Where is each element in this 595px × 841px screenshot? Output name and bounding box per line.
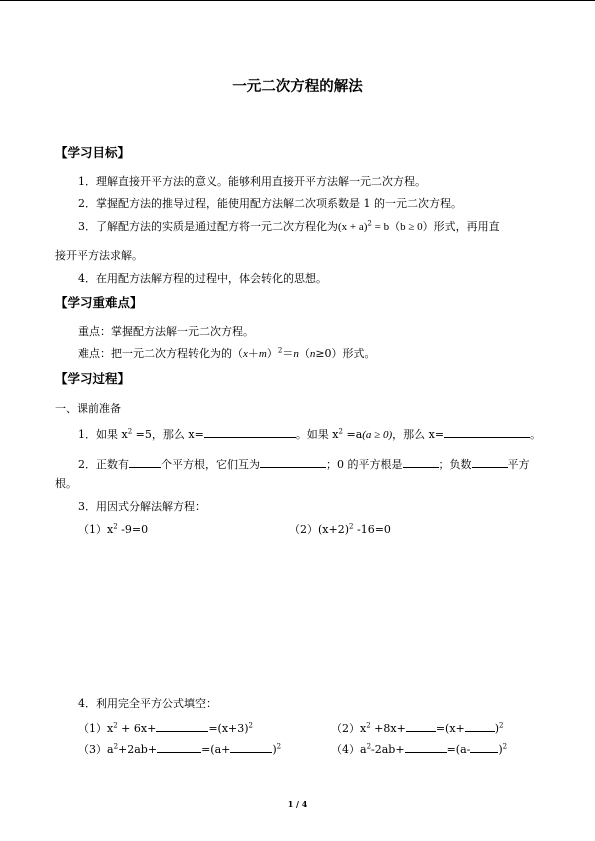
difficult-point	[78, 347, 376, 361]
q4-1-text-c: =(x+3)	[208, 722, 249, 735]
goal-3-exponent: 2	[367, 219, 372, 228]
q1-blank-2[interactable]	[444, 426, 530, 438]
section-heading-focus: 【学习重难点】	[55, 295, 143, 310]
q1-text-a: 1．如果 x	[78, 428, 128, 441]
document-title: 一元二次方程的解法	[232, 78, 363, 95]
q4-2-text-a: （2）x	[331, 722, 367, 735]
q2-blank-4[interactable]	[472, 456, 508, 468]
q4-4-text-c: =(a-	[446, 743, 471, 756]
q1-condition: (a ≥ 0)	[362, 429, 393, 441]
q4-3-text-a: （3）a	[78, 743, 114, 756]
difficult-var-n-2: n	[309, 348, 316, 360]
question-1	[78, 426, 541, 442]
q2-blank-2[interactable]	[260, 456, 326, 468]
difficult-equals: ＝	[282, 347, 294, 360]
q3-2-text-a: （2）(x+2)	[289, 523, 350, 536]
goal-4: 4．在用配方法解方程的过程中，体会转化的思想。	[78, 272, 327, 285]
question-4-part-1	[78, 720, 253, 736]
q3-2-exponent: 2	[349, 522, 354, 531]
q1-text-e: ，那么 x=	[392, 428, 445, 441]
q4-2-blank-2[interactable]	[465, 720, 495, 732]
q4-2-exponent-a: 2	[366, 721, 371, 730]
q4-3-exponent-a: 2	[113, 742, 119, 751]
goal-3	[78, 220, 500, 234]
q3-1-exponent: 2	[113, 522, 118, 531]
q1-text-d: =a	[342, 428, 363, 441]
q1-blank-1[interactable]	[204, 426, 296, 438]
q4-1-exponent-a: 2	[113, 721, 118, 730]
q4-4-text-d: )	[498, 743, 503, 756]
q1-text-c: 。如果 x	[295, 428, 339, 441]
q4-3-blank-2[interactable]	[230, 741, 272, 753]
q2-text-c: ；0 的平方根是	[326, 458, 403, 471]
q2-text-a: 2．正数有	[78, 458, 129, 471]
q4-2-exponent-b: 2	[499, 721, 504, 730]
question-4-part-2	[331, 720, 504, 736]
q2-text-d: ；负数	[438, 458, 472, 471]
question-3: 3．用因式分解法解方程：	[78, 500, 206, 513]
goal-2: 2．掌握配方法的推导过程，能使用配方法解二次项系数是 1 的一元二次方程。	[78, 197, 462, 210]
q3-2-text-b: -16=0	[353, 523, 391, 536]
q4-1-exponent-b: 2	[248, 721, 253, 730]
q1-text-b: =5，那么 x=	[132, 428, 204, 441]
q4-3-text-d: )	[272, 743, 277, 756]
q1-exponent-b: 2	[338, 427, 343, 436]
q4-2-text-d: )	[494, 722, 500, 735]
section-heading-goals: 【学习目标】	[55, 145, 131, 160]
question-2	[78, 456, 530, 472]
goal-3-text: 3．了解配方法的实质是通过配方将一元二次方程化为	[78, 220, 338, 233]
q3-1-text-a: （1）x	[78, 523, 114, 536]
q1-text-f: 。	[530, 428, 542, 441]
difficult-text: 难点：把一元二次方程转化为的（	[78, 347, 243, 360]
q4-4-blank-1[interactable]	[405, 741, 447, 753]
q3-1-text-b: -9=0	[117, 523, 149, 536]
q4-2-blank-1[interactable]	[406, 720, 436, 732]
q2-blank-1[interactable]	[129, 456, 161, 468]
q4-4-exponent-a: 2	[366, 742, 372, 751]
goal-3-formula-rest: = b（b ≥ 0）形式，再用直	[371, 221, 500, 233]
goal-3-continued: 接开平方法求解。	[55, 249, 143, 262]
question-4: 4．利用完全平方公式填空：	[78, 697, 217, 710]
difficult-exponent: 2	[277, 346, 283, 355]
q1-exponent-a: 2	[127, 427, 133, 436]
page-top-rule	[0, 0, 595, 1]
q4-2-text-c: =(x+	[435, 722, 465, 735]
page-number: 1 / 4	[287, 799, 308, 809]
question-2-continued: 根。	[55, 477, 77, 490]
q4-4-exponent-b: 2	[502, 742, 508, 751]
difficult-var-x: x	[243, 348, 248, 360]
key-point: 重点：掌握配方法解一元二次方程。	[78, 325, 254, 338]
q4-3-text-c: =(a+	[201, 743, 231, 756]
q4-1-blank[interactable]	[156, 720, 208, 732]
goal-3-formula: (x + a)	[338, 221, 368, 233]
question-3-part-1	[78, 523, 148, 537]
question-4-part-4	[331, 741, 507, 757]
difficult-var-m: m	[258, 348, 267, 360]
part-1-heading: 一、课前准备	[55, 402, 121, 415]
q2-text-b: 个平方根，它们互为	[161, 458, 260, 471]
difficult-plus: ＋	[247, 347, 259, 360]
question-4-part-3	[78, 741, 281, 757]
q4-4-text-b: -2ab+	[371, 743, 405, 756]
difficult-tail: ≥0）形式。	[315, 347, 376, 360]
difficult-var-n: n	[293, 348, 299, 360]
q4-1-text-b: + 6x+	[117, 722, 157, 735]
q4-3-blank-1[interactable]	[157, 741, 201, 753]
q4-2-text-b: +8x+	[370, 722, 406, 735]
q2-blank-3[interactable]	[403, 456, 439, 468]
difficult-paren: ）	[266, 347, 278, 360]
q4-4-text-a: （4）a	[331, 743, 367, 756]
q4-3-exponent-b: 2	[276, 742, 282, 751]
q4-4-blank-2[interactable]	[470, 741, 498, 753]
difficult-paren-2: （	[298, 347, 310, 360]
q4-3-text-b: +2ab+	[118, 743, 158, 756]
goal-1: 1．理解直接开平方法的意义。能够利用直接开平方法解一元二次方程。	[78, 175, 426, 188]
question-3-part-2	[289, 523, 391, 537]
section-heading-process: 【学习过程】	[55, 371, 131, 386]
q4-1-text-a: （1）x	[78, 722, 114, 735]
q2-text-e: 平方	[507, 458, 530, 471]
